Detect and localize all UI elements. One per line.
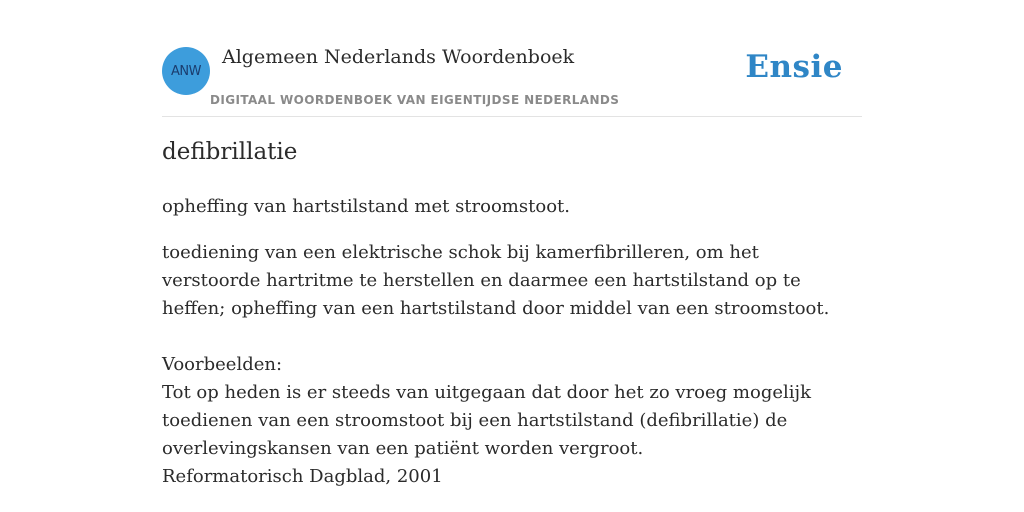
entry-word: defibrillatie bbox=[162, 139, 298, 165]
spacer bbox=[162, 323, 862, 351]
logo-text: ANW bbox=[171, 63, 201, 79]
site-subtitle: DIGITAAL WOORDENBOEK VAN EIGENTIJDSE NEDERLANDS bbox=[210, 93, 620, 107]
long-definition: toediening van een elektrische schok bij kamerfibrilleren, om het verstoorde hartritme te herstellen en daarmee een hartstilstand op te heffen; opheffing van een hartstilstand door middel van een stroomstoot. bbox=[162, 242, 830, 319]
header bbox=[162, 0, 862, 117]
anw-logo[interactable] bbox=[162, 47, 210, 95]
example-text: Tot op heden is er steeds van uitgegaan dat door het zo vroeg mogelijk toedienen van een stroomstoot bij een hartstilstand (defibrillatie) de overlevingskansen van een patiënt worden vergroot. bbox=[162, 382, 812, 459]
short-definition: opheffing van hartstilstand met stroomstoot. bbox=[162, 196, 570, 217]
site-title[interactable]: Algemeen Nederlands Woordenboek bbox=[222, 46, 575, 68]
example-source: Reformatorisch Dagblad, 2001 bbox=[162, 466, 443, 487]
long-definition-block bbox=[162, 239, 862, 491]
ensie-brand-logo[interactable]: Ensie bbox=[745, 49, 843, 85]
examples-label: Voorbeelden: bbox=[162, 354, 283, 375]
page bbox=[162, 0, 862, 487]
